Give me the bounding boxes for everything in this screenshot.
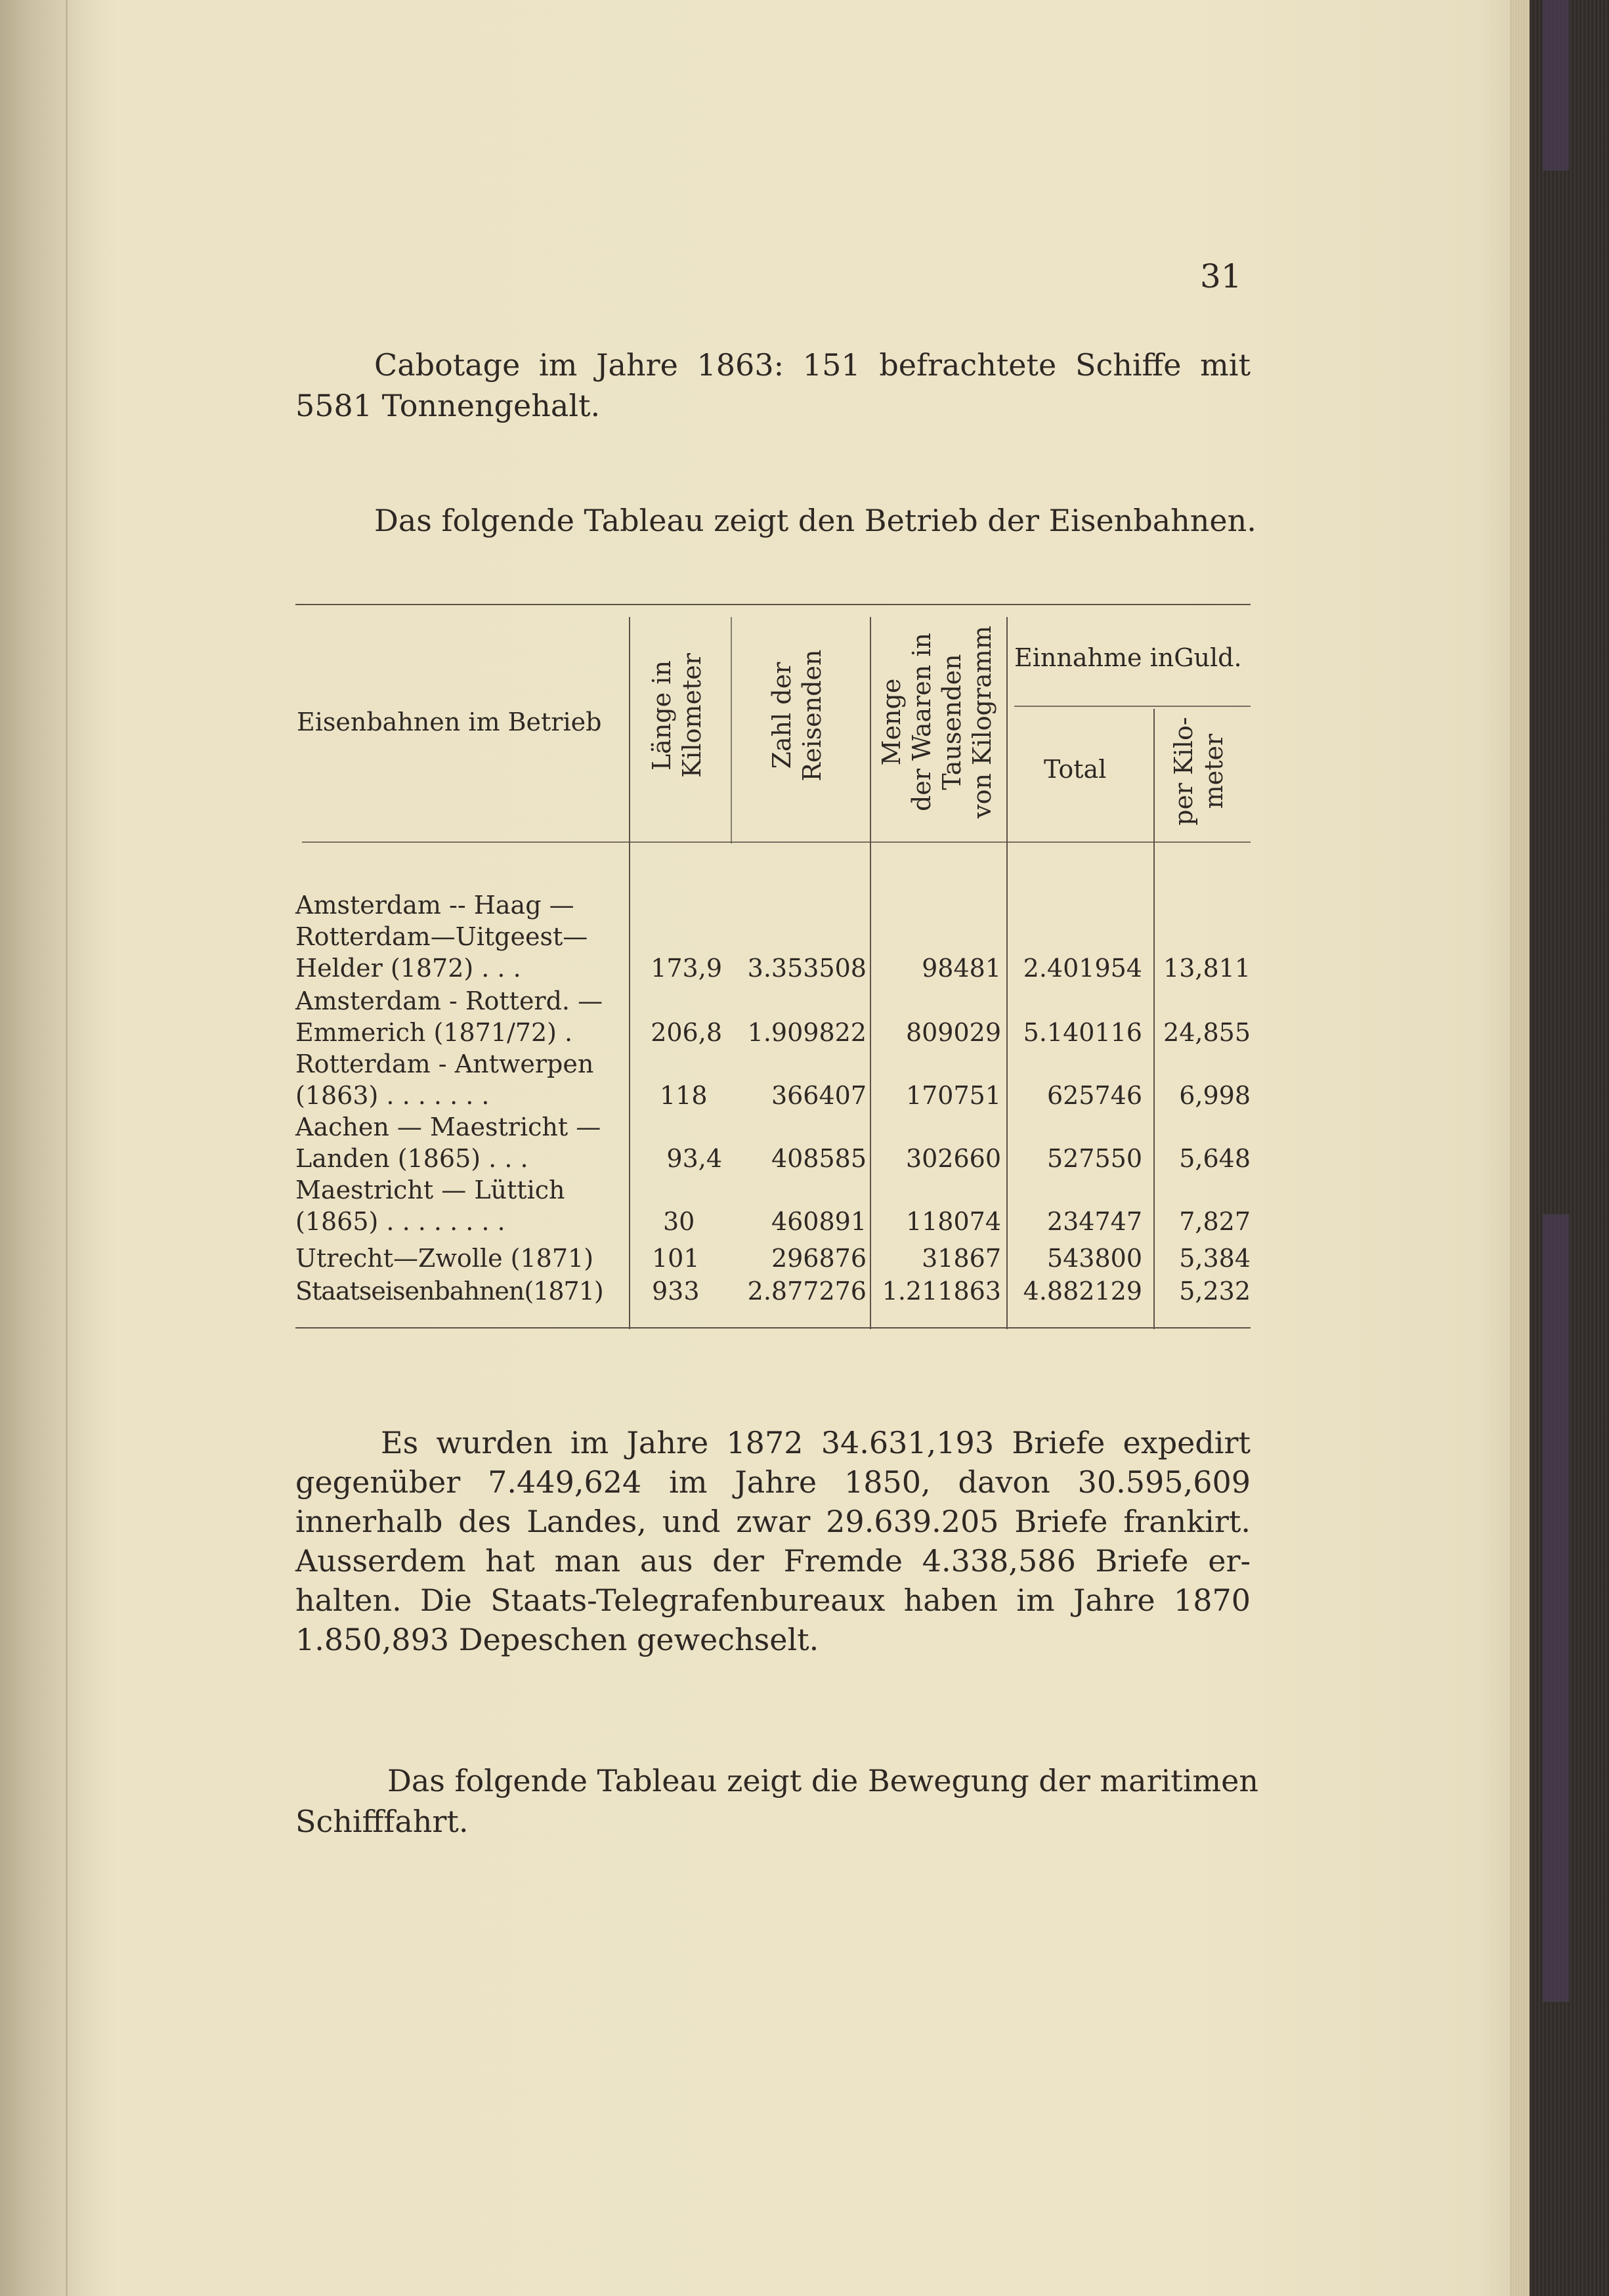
row-4-travellers: 408585 bbox=[771, 1144, 867, 1173]
table-intro-line: Das folgende Tableau zeigt den Betrieb der Eisenbahnen. bbox=[374, 503, 1256, 538]
row-5-per-km: 7,827 bbox=[1179, 1207, 1251, 1236]
row-5-label-line-2: (1865) . . . . . . . . bbox=[295, 1207, 505, 1236]
row-1-label bbox=[295, 889, 588, 984]
row-3-per-km: 6,998 bbox=[1179, 1081, 1251, 1110]
row-6-total: 543800 bbox=[1046, 1244, 1142, 1273]
letters-line-6: 1.850,893 Depeschen gewechselt. bbox=[295, 1622, 819, 1657]
row-1-label-line-2: Rotterdam—Uitgeest— bbox=[295, 922, 588, 951]
header-goods bbox=[876, 614, 997, 830]
header-travellers-line-2: Reisenden bbox=[798, 649, 826, 782]
row-6-goods: 31867 bbox=[922, 1244, 1001, 1273]
letters-line-4: Ausserdem hat man aus der Fremde 4.338,586 Briefe er- bbox=[295, 1543, 1251, 1579]
header-travellers-line-1: Zahl der bbox=[767, 662, 796, 769]
row-7-goods: 1.211863 bbox=[882, 1277, 1001, 1306]
col-divider-3 bbox=[870, 617, 871, 1329]
header-length-line-2: Kilometer bbox=[677, 652, 706, 778]
gutter-line bbox=[66, 0, 68, 2296]
closing-paragraph bbox=[295, 1760, 1258, 1842]
row-5-label-line-1: Maestricht — Lüttich bbox=[295, 1176, 565, 1204]
header-goods-line-2: der Waaren in bbox=[907, 633, 936, 811]
row-5-travellers: 460891 bbox=[771, 1207, 867, 1236]
header-railway: Eisenbahnen im Betrieb bbox=[297, 708, 602, 736]
col-divider-5 bbox=[1153, 709, 1155, 1329]
table-intro bbox=[374, 500, 1256, 541]
row-7-travellers: 2.877276 bbox=[747, 1277, 867, 1306]
row-2-label-line-2: Emmerich (1871/72) . bbox=[295, 1018, 573, 1047]
row-4-length: 93,4 bbox=[666, 1144, 722, 1173]
letters-line-3: innerhalb des Landes, und zwar 29.639.205 Briefe frankirt. bbox=[295, 1504, 1251, 1539]
intro-line-2: 5581 Tonnengehalt. bbox=[295, 388, 601, 423]
row-4-per-km: 5,648 bbox=[1179, 1144, 1251, 1173]
letters-line-5: halten. Die Staats-Telegrafenbureaux haben im Jahre 1870 bbox=[295, 1583, 1251, 1618]
row-7-label bbox=[295, 1275, 603, 1307]
row-1-label-line-1: Amsterdam -- Haag — bbox=[295, 891, 574, 920]
intro-paragraph bbox=[295, 345, 1251, 426]
row-3-total: 625746 bbox=[1046, 1081, 1142, 1110]
header-travellers bbox=[767, 630, 827, 801]
row-1-per-km: 13,811 bbox=[1163, 954, 1251, 983]
row-7-total: 4.882129 bbox=[1023, 1277, 1142, 1306]
closing-line-2: Schifffahrt. bbox=[295, 1804, 469, 1839]
header-goods-line-4: von Kilogramm bbox=[968, 626, 997, 818]
header-length-line-1: Länge in bbox=[647, 660, 676, 771]
row-6-length: 101 bbox=[652, 1244, 700, 1273]
closing-line-1: Das folgende Tableau zeigt die Bewegung der maritimen bbox=[387, 1763, 1258, 1798]
table-top-rule bbox=[295, 604, 1251, 605]
intro-line-1: Cabotage im Jahre 1863: 151 befrachtete Schiffe mit bbox=[374, 347, 1251, 383]
row-4-goods: 302660 bbox=[905, 1144, 1001, 1173]
row-5-length: 30 bbox=[663, 1207, 695, 1236]
cover-band-bottom bbox=[1543, 1214, 1569, 2002]
cover-band-top bbox=[1543, 0, 1569, 171]
table-bottom-rule bbox=[295, 1327, 1251, 1329]
row-2-label bbox=[295, 985, 603, 1048]
letters-paragraph bbox=[295, 1423, 1251, 1659]
row-2-travellers: 1.909822 bbox=[747, 1018, 867, 1047]
header-total: Total bbox=[1044, 755, 1107, 784]
row-3-label-line-1: Rotterdam - Antwerpen bbox=[295, 1050, 594, 1078]
header-goods-line-3: Tausenden bbox=[937, 654, 966, 790]
row-7-per-km: 5,232 bbox=[1179, 1277, 1251, 1306]
row-3-label-line-2: (1863) . . . . . . . bbox=[295, 1081, 490, 1110]
row-1-length: 173,9 bbox=[651, 954, 722, 983]
row-3-goods: 170751 bbox=[905, 1081, 1001, 1110]
row-6-travellers: 296876 bbox=[771, 1244, 867, 1273]
letters-line-1: Es wurden im Jahre 1872 34.631,193 Briefe expedirt bbox=[381, 1425, 1251, 1460]
row-4-label-line-1: Aachen — Maestricht — bbox=[295, 1113, 601, 1141]
row-3-label bbox=[295, 1048, 593, 1111]
row-4-label bbox=[295, 1111, 601, 1174]
col-divider-1 bbox=[629, 617, 630, 1329]
row-2-label-line-1: Amsterdam - Rotterd. — bbox=[295, 987, 603, 1015]
row-5-total: 234747 bbox=[1046, 1207, 1142, 1236]
row-1-label-line-3: Helder (1872) . . . bbox=[295, 954, 521, 983]
row-4-total: 527550 bbox=[1046, 1144, 1142, 1173]
row-2-goods: 809029 bbox=[905, 1018, 1001, 1047]
header-length bbox=[647, 630, 707, 801]
header-per-km-line-2: meter bbox=[1199, 733, 1228, 809]
row-3-length: 118 bbox=[660, 1081, 708, 1110]
row-1-total: 2.401954 bbox=[1023, 954, 1142, 983]
row-4-label-line-2: Landen (1865) . . . bbox=[295, 1144, 528, 1173]
header-income: Einnahme inGuld. bbox=[1014, 643, 1242, 672]
header-per-km bbox=[1169, 706, 1229, 837]
row-6-label bbox=[295, 1243, 593, 1274]
col-divider-4 bbox=[1006, 617, 1008, 1329]
row-6-label-line-1: Utrecht—Zwolle (1871) bbox=[295, 1244, 594, 1273]
letters-line-2: gegenüber 7.449,624 im Jahre 1850, davon 30.595,609 bbox=[295, 1464, 1251, 1500]
header-per-km-line-1: per Kilo- bbox=[1169, 717, 1198, 826]
row-7-length: 933 bbox=[652, 1277, 700, 1306]
row-2-length: 206,8 bbox=[651, 1018, 722, 1047]
table-header-rule bbox=[302, 841, 1251, 843]
page-number: 31 bbox=[1200, 257, 1242, 295]
page-gutter-shadow bbox=[0, 0, 118, 2296]
row-2-per-km: 24,855 bbox=[1163, 1018, 1251, 1047]
row-3-travellers: 366407 bbox=[771, 1081, 867, 1110]
row-7-label-line-1: Staatseisenbahnen(1871) bbox=[295, 1277, 603, 1306]
col-divider-2 bbox=[731, 617, 732, 843]
header-goods-line-1: Menge bbox=[877, 678, 906, 766]
row-5-goods: 118074 bbox=[905, 1207, 1001, 1236]
row-5-label bbox=[295, 1174, 565, 1237]
book-cover-edge bbox=[1530, 0, 1609, 2296]
row-1-goods: 98481 bbox=[922, 954, 1001, 983]
row-2-total: 5.140116 bbox=[1023, 1018, 1142, 1047]
row-1-travellers: 3.353508 bbox=[747, 954, 867, 983]
row-6-per-km: 5,384 bbox=[1179, 1244, 1251, 1273]
